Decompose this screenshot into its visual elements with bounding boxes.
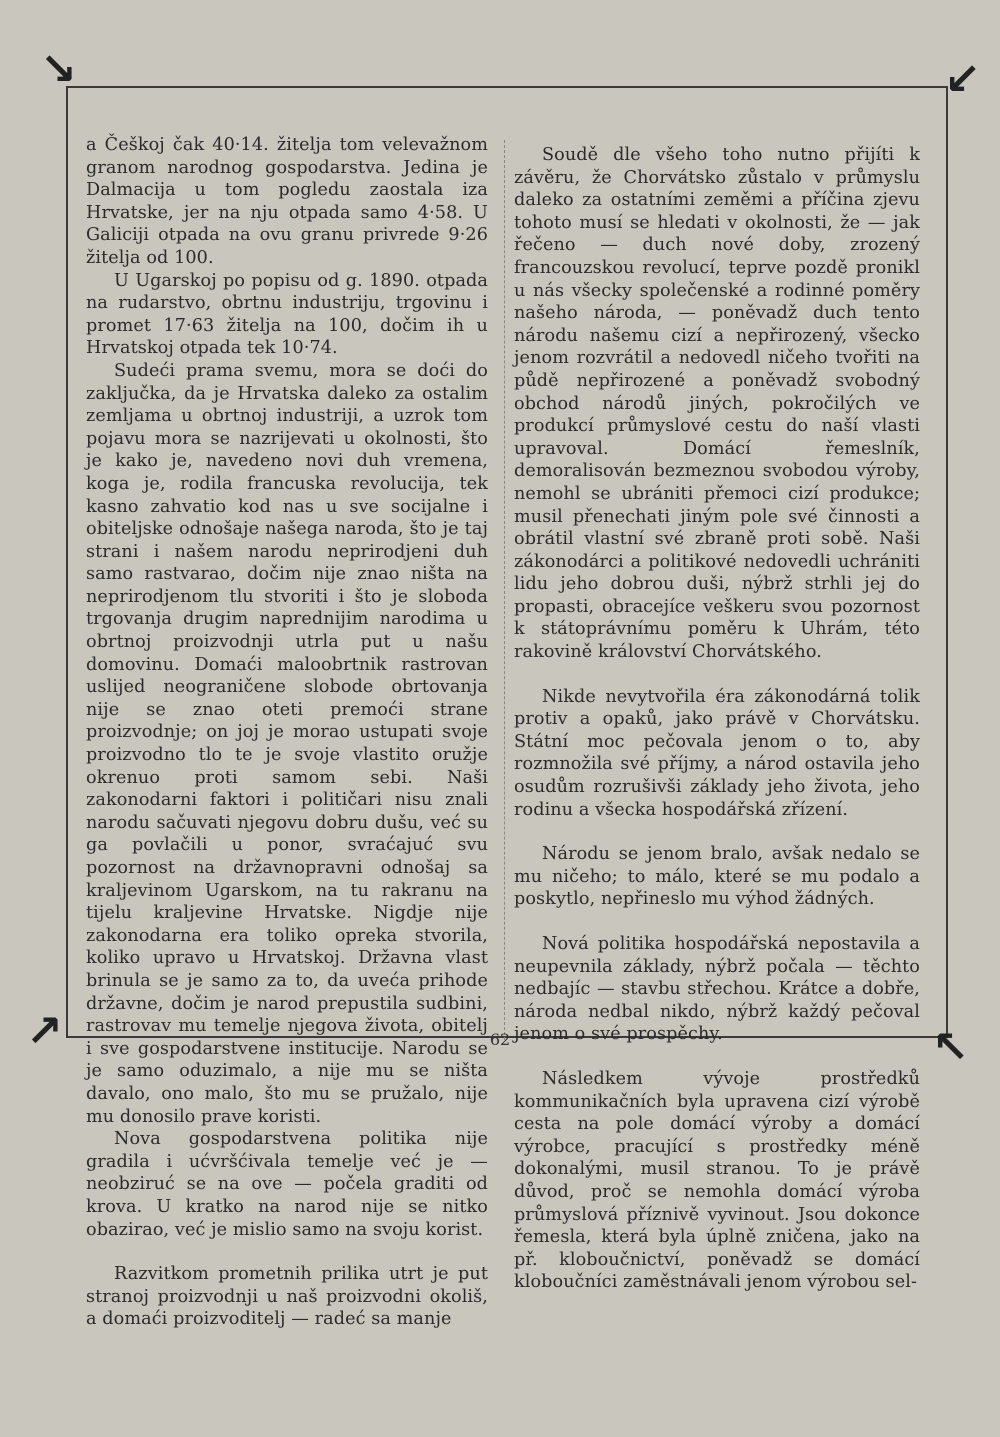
paragraph: Razvitkom prometnih prilika utrt je put stranoj proizvodnji u naš proizvodni okoliš, a domaći proizvoditelj — radeć sa manje (86, 1264, 488, 1330)
paragraph: Soudě dle všeho toho nutno přijíti k závěru, že Chorvátsko zůstalo v průmyslu daleko za ostatními zeměmi a příčina zjevu tohoto musí se hledati v okolnosti, že — jak řečeno — duch nové doby, zrozený francouzskou revolucí, teprve pozdě pronikl u nás všecky společenské a rodinné poměry našeho národa, — poněvadž duch tento národu našemu cizí a nepřirozený, všecko jenom rozvrátil a nedovedl ničeho tvořiti na půdě nepřirozené a poněvadž svobodný obchod národů jiných, pokročilých ve produkcí průmyslové cestu do naší vlasti upravoval. Domácí řemeslník, demoralisován bezmeznou svobodou výroby, nemohl se ubrániti přemoci cizí produkce; musil přenechati jiným pole své činnosti a obrátil vlastní své zbraně proti sobě. Naši zákonodárci a politikové nedovedli uchrániti lidu jeho dobrou duši, nýbrž strhli jej do propasti, obracejíce veškeru svou pozornost k státoprávnímu poměru k Uhrám, této rakovině království Chorvátského. (514, 145, 920, 663)
corner-mark-bottom-left-icon: ↗ (26, 1006, 63, 1057)
corner-mark-bottom-right-icon: ↖ (932, 1022, 969, 1073)
paragraph: U Ugarskoj po popisu od g. 1890. otpada na rudarstvo, obrtnu industriju, trgovinu i promet 17·63 žitelja na 100, dočim ih u Hrvatskoj otpada tek 10·74. (86, 270, 488, 359)
paragraph: Následkem vývoje prostředků kommunikačních byla upravena cizí výrobě cesta na pole domácí výroby a domácí výrobce, pracující s prostředky méně dokonalými, musil stranou. To je právě důvod, proč se nemohla domácí výroba průmyslová příznivě vyvinout. Jsou dokonce řemesla, která byla úplně zničena, jako na př. kloboučnictví, poněvadž se domácí kloboučníci zaměstnávali jenom výrobou sel- (514, 1068, 920, 1293)
corner-mark-top-left-icon: ↘ (40, 44, 77, 95)
paragraph: Sudeći prama svemu, mora se doći do zaključka, da je Hrvatska daleko za ostalim zemljama u obrtnoj industriji, a uzrok tom pojavu mora se nazrijevati u okolnosti, što je kako je, navedeno novi duh vremena, koga je, rodila francuska revolucija, tek kasno zahvatio kod nas u sve socijalne i obiteljske odnošaje našega naroda, što je taj strani i našem narodu neprirodjeni duh samo rastvarao, dočim nije znao ništa na neprirodjenom tlu stvoriti i što je sloboda trgovanja drugim naprednijim narodima u obrtnoj proizvodnji utrla put u našu domovinu. Domaći maloobrtnik rastrovan uslijed neograničene slobode obrtovanja nije se znao oteti premoći strane proizvodnje; on joj je morao ustupati svoje proizvodno tlo te je svoje vlastito oružje okrenuo proti samom sebi. Naši zakonodarni faktori i političari nisu znali narodu sačuvati njegovu dobru dušu, već su ga povlačili u ponor, svraćajuć svu pozornost na državnopravni odnošaj sa kraljevinom Ugarskom, na tu rakranu na tijelu kraljevine Hrvatske. Nigdje nije zakonodarna era toliko opreka stvorila, koliko upravo u Hrvatskoj. Državna vlast brinula se je samo za to, da uveća prihode državne, dočim je narod prepustila sudbini, rastrovav mu temelje njegova života, obitelj i sve gospodarstvene institucije. Narodu se je samo oduzimalo, a nije mu se ništa davalo, ono malo, što mu se pružalo, nije mu donosilo prave koristi. (86, 360, 488, 1127)
left-column-croatian (86, 134, 488, 1331)
paragraph: Nova gospodarstvena politika nije gradila i ućvršćivala temelje već je — neobziruć se na ove — počela graditi od krova. U kratko na narod nije se nitko obazirao, već je mislio samo na svoju korist. (86, 1129, 488, 1240)
page-number: 62 (489, 1030, 511, 1049)
right-column-czech (514, 144, 920, 1294)
paragraph: Národu se jenom bralo, avšak nedalo se mu ničeho; to málo, které se mu podalo a poskytlo, nepřineslo mu výhod žádných. (514, 844, 920, 910)
paragraph: Nikde nevytvořila éra zákonodárná tolik protiv a opaků, jako právě v Chorvátsku. Státní moc pečovala jenom o to, aby rozmnožila své příjmy, a národ ostavila jeho osudům rozrušivši základy jeho života, jeho rodinu a všecka hospodářská zřízení. (514, 686, 920, 820)
paragraph: a Češkoj čak 40·14. žitelja tom velevažnom granom narodnog gospodarstva. Jedina je Dalmacija u tom pogledu zaostala iza Hrvatske, jer na nju otpada samo 4·58. U Galiciji otpada na ovu granu privrede 9·26 žitelja od 100. (86, 135, 488, 268)
column-divider (504, 140, 505, 1040)
paragraph: Nová politika hospodářská nepostavila a neupevnila základy, nýbrž počala — těchto nedbajíc — stavbu střechou. Krátce a dobře, národa nedbal nikdo, nýbrž každý pečoval jenom o své prospěchy. (514, 934, 920, 1045)
corner-mark-top-right-icon: ↙ (944, 54, 981, 105)
